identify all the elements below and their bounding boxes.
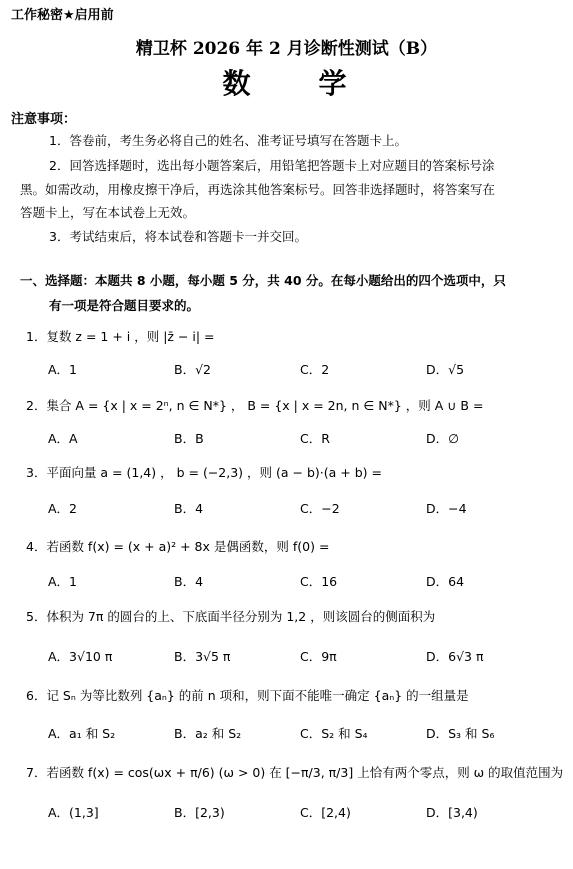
q2-option-b: B．B: [174, 431, 204, 446]
confidential-label: 工作秘密★启用前: [11, 8, 114, 23]
question-4-stem: 4．若函数 f(x) = (x + a)² + 8x 是偶函数，则 f(0) =: [26, 539, 330, 554]
q3-option-a: A．2: [48, 501, 78, 516]
q3-option-d: D．−4: [426, 501, 467, 516]
q1-option-c: C．2: [300, 362, 330, 377]
q5-option-c: C．9π: [300, 649, 337, 664]
q5-option-b: B．3√5 π: [174, 649, 231, 664]
q7-option-d: D．[3,4): [426, 805, 478, 820]
subject-title: 数 学: [222, 67, 351, 100]
notes-heading: 注意事项：: [11, 112, 77, 127]
note-2-line-3: 答题卡上，写在本试卷上无效。: [20, 205, 196, 220]
q5-option-d: D．6√3 π: [426, 649, 484, 664]
note-2-line-2: 黑。如需改动，用橡皮擦干净后，再选涂其他答案标号。回答非选择题时，将答案写在: [20, 182, 496, 197]
q4-option-b: B．4: [174, 574, 204, 589]
q3-option-c: C．−2: [300, 501, 340, 516]
q4-option-a: A．1: [48, 574, 78, 589]
question-7-stem: 7．若函数 f(x) = cos(ωx + π/6) (ω > 0) 在 [−π/3, π/3] 上恰有两个零点，则 ω 的取值范围为: [26, 765, 564, 780]
question-3-stem: 3．平面向量 a = (1,4) ， b = (−2,3) ，则 (a − b)·(a + b) =: [26, 465, 382, 480]
q6-option-c: C．S₂ 和 S₄: [300, 726, 368, 741]
note-3: 3．考试结束后，将本试卷和答题卡一并交回。: [49, 229, 307, 244]
question-1-stem: 1．复数 z = 1 + i ，则 |z̄ − i| =: [26, 329, 215, 344]
section-instructions-line-2: 有一项是符合题目要求的。: [49, 298, 200, 313]
question-6-stem: 6．记 Sₙ 为等比数列 {aₙ} 的前 n 项和，则下面不能唯一确定 {aₙ} 的一组量是: [26, 688, 469, 703]
note-2-line-1: 2．回答选择题时，选出每小题答案后，用铅笔把答题卡上对应题目的答案标号涂: [49, 158, 495, 173]
q6-option-b: B．a₂ 和 S₂: [174, 726, 242, 741]
note-1: 1．答卷前，考生务必将自己的姓名、准考证号填写在答题卡上。: [49, 133, 407, 148]
q2-option-c: C．R: [300, 431, 330, 446]
q1-option-d: D．√5: [426, 362, 465, 377]
q6-option-d: D．S₃ 和 S₆: [426, 726, 495, 741]
q6-option-a: A．a₁ 和 S₂: [48, 726, 116, 741]
q2-option-d: D．∅: [426, 431, 460, 446]
q4-option-d: D．64: [426, 574, 465, 589]
q7-option-b: B．[2,3): [174, 805, 225, 820]
q4-option-c: C．16: [300, 574, 338, 589]
question-5-stem: 5．体积为 7π 的圆台的上、下底面半径分别为 1,2 ，则该圆台的侧面积为: [26, 609, 436, 624]
q1-option-b: B．√2: [174, 362, 211, 377]
q2-option-a: A．A: [48, 431, 78, 446]
q5-option-a: A．3√10 π: [48, 649, 113, 664]
exam-title: 精卫杯 2026 年 2 月诊断性测试（B）: [135, 39, 438, 59]
q1-option-a: A．1: [48, 362, 78, 377]
question-2-stem: 2．集合 A = {x | x = 2ⁿ, n ∈ N*} ， B = {x | x = 2n, n ∈ N*} ，则 A ∪ B =: [26, 398, 484, 413]
q7-option-a: A．(1,3]: [48, 805, 99, 820]
q3-option-b: B．4: [174, 501, 204, 516]
section-instructions-line-1: 一、选择题：本题共 8 小题，每小题 5 分，共 40 分。在每小题给出的四个选项中，只: [20, 273, 506, 288]
q7-option-c: C．[2,4): [300, 805, 351, 820]
